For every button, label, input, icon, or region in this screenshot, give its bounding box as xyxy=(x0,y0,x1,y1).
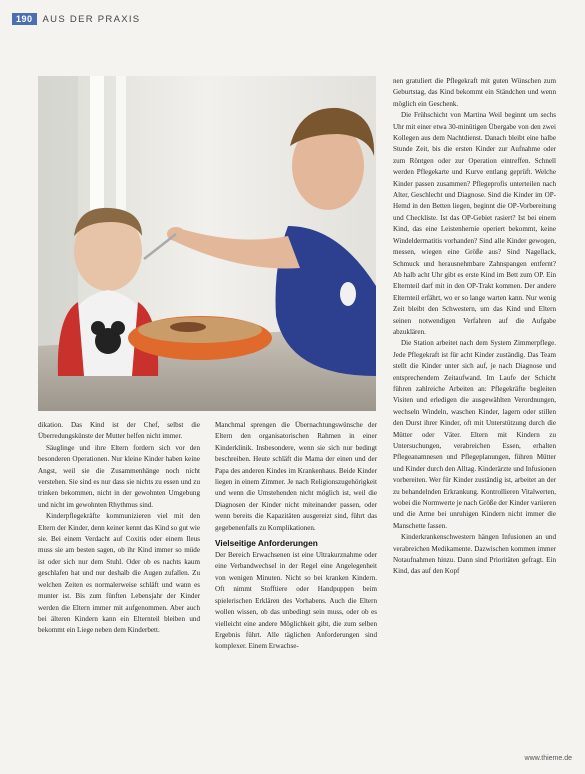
section-title: AUS DER PRAXIS xyxy=(42,13,141,25)
paragraph: Die Station arbeitet nach dem System Zimmerpflege. Jede Pflegekraft ist für acht Kinder zuständig. Das Team stellt die Kinder unter sich auf, je nach Diagnose und entsprechendem Zeitaufwand. Im Laufe der Schicht führen zahlreiche Arbeiten an: Pflegekräfte begleiten Visiten und erledigen die ausgewählten Verordnungen, wechseln Windeln, waschen Kinder, lagern oder stillen den Durst ihrer Kinder, oft mit Unterstützung durch die Mütter oder Väter. Eltern mit Kindern zu Untersuchungen, verabreichen Essen, erhalten Pflegeanamnesen und Pflegeplanungen, führen Mütter und Kinder durch den Alltag. Kinderärzte und Infusionen vorbereiten. Wer für Kinder zuständig ist, arbeitet an der zu behandelnden Erkrankung. Kontrollieren Vitalwerten, wobei die Normwerte je nach Größe der Kinder variieren und die Arme bei unruhigen Kindern nicht immer die Manschette fassen. xyxy=(393,339,556,530)
photo-nurse-feeding-child xyxy=(38,76,376,411)
text-column-3 xyxy=(393,76,556,578)
paragraph: Kinderkrankenschwestern hängen Infusionen an und verabreichen Medikamente. Dazwischen kommen immer Notaufnahmen hinzu. Dann sind Prioritäten gefragt. Ein Kind, das auf den Kopf xyxy=(393,533,556,576)
paragraph: Die Frühschicht von Martina Weil beginnt um sechs Uhr mit einer etwa 30-minütigen Übergabe von den zwei Kollegen aus dem Nachtdienst. Danach bleibt eine halbe Stunde Zeit, bis die ersten Kinder zur Aufnahme oder zum Röntgen oder zur Operation eintreffen. Schnell werden Pflegekarte und Kurve entlang geprüft. Welche Kinder passen zusammen? Pflegeprofis unterteilen nach Alter, Geschlecht und Diagnose. Sind die Kinder im OP-Hemd in den Betten liegen, beginnt die OP-Vorbereitung und Checkliste. Ist das OP-Gebiet rasiert? Ist bei einem Kind, das eine Leistenhernie operiert bekommt, keine Windeldermatitis vorhanden? Sind alle Kinder gewogen, messen, wiegen eine Größe aus? Sind Nagellack, Schmuck und herausnehmbare Zahnspangen entfernt? Ab halb acht Uhr gibt es erste Kind im Bett zum OP. Ein Elternteil darf mit in den OP-Trakt kommen. Der andere Elternteil erfährt, wo er so lange warten kann. Nur wenig Zeit bleibt den Schwestern, um das Kind und Eltern seinen notwendigen Verfahren auf die Aufgabe abzuklären. xyxy=(393,111,556,336)
page-number: 190 xyxy=(12,13,37,25)
paragraph: Der Bereich Erwachsenen ist eine Ultrakurznahme oder eine Verbandwechsel in der Regel eine Angelegenheit von wenigen Minuten. Nicht so bei kranken Kindern. Oft nimmt Stofftiere oder Handpuppen beim spielerischen Erklären des Vorhabens. Auch die Eltern wollen wissen, ob das unbedingt sein muss, oder ob es vielleicht eine andere Möglichkeit gibt, die zum selben Ergebnis führt. Alle täglichen Anforderungen sind komplexer. Einem Erwachse- xyxy=(215,551,377,651)
text-column-1 xyxy=(38,420,200,637)
window-frame xyxy=(90,76,104,226)
paragraph: Säuglinge und ihre Eltern fordern sich vor den besonderen Operationen. Nur kleine Kinder haben keine Angst, weil sie die Zusammenhänge noch nicht verstehen. Sie sind es nur dass sie nichts zu essen und zu trinken bekommen, nicht in der gewohnten Umgebung und nicht im gewohnten Rhythmus sind. xyxy=(38,443,200,509)
footer-url: www.thieme.de xyxy=(524,755,572,762)
text-column-2 xyxy=(215,420,377,653)
subheading: Vielseitige Anforderungen xyxy=(215,538,318,549)
paragraph: nen gratuliert die Pflegekraft mit guten Wünschen zum Geburtstag, das Kind bekommt ein Ständchen und wenn möglich ein Geschenk. xyxy=(393,77,556,108)
paragraph: Manchmal sprengen die Übernachtungswünsche der Eltern den organisatorischen Rahmen in einer Kinderklinik. Insbesondere, wenn sie sich nur bedingt beschreiben. Heute schläft die Mama der einen und der Papa des anderen Kindes im Krankenhaus. Beide Kinder liegen in einem Zimmer. Je nach Religionszugehörigkeit und wenn die Umstehenden nicht möglich ist, weil die Diagnosen der Kinder nicht miteinander passen, oder wenn bereits die Kapazitäten ausgereizt sind, führt das gegebenenfalls zu Komplikationen. xyxy=(215,421,377,532)
page-header xyxy=(12,12,140,26)
paragraph: dikation. Das Kind ist der Chef, selbst die Überredungskünste der Mutter helfen nicht immer. xyxy=(38,421,200,441)
photo-illustration xyxy=(38,76,376,411)
paragraph: Kinderpflegekräfte kommunizieren viel mit den Eltern der Kinder, denn keiner kennt das Kind so gut wie sie. Bei einem Verdacht auf Coxitis oder einem Ileus muss sie am besten sagen, ob ihr Kind immer so müde ist oder sich nur dem Stuhl. Oder ob es nachts kaum geschlafen hat und nur deshalb die Augen zufallen. Zu welchen Zeiten es normalerweise schläft und wann es munter ist. Bis zum fünften Lebensjahr der Kinder werden die Eltern immer mit aufgenommen. Aber auch bei älteren Kindern kann ein Elternteil bleiben und bekommt ein Liege neben dem Kinderbett. xyxy=(38,512,200,635)
